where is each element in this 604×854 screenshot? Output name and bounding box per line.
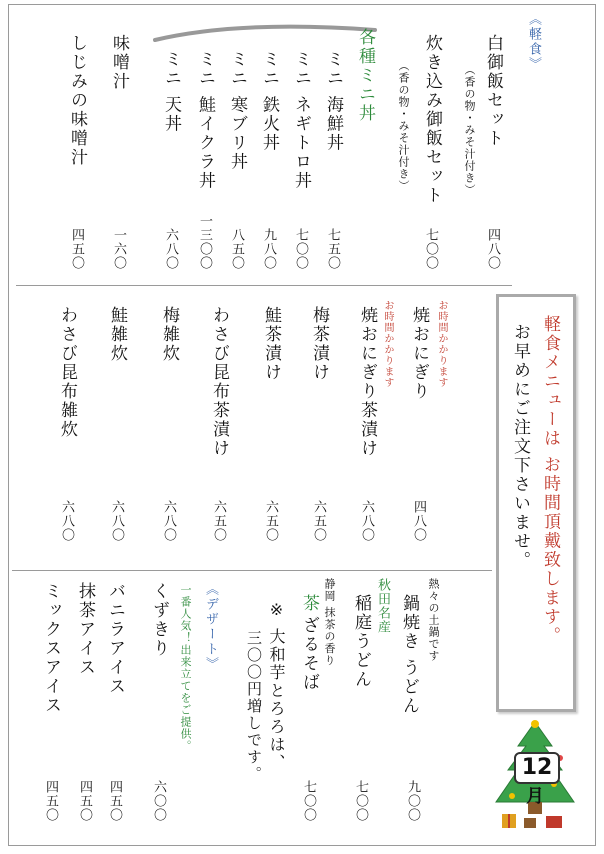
menu-item-price: 六八〇 xyxy=(163,228,178,270)
menu-item-name: 味噌汁 xyxy=(109,34,129,91)
notice-line-2: お早めにご注文下さいませ。 xyxy=(510,323,530,570)
month-number: 12 xyxy=(514,752,560,784)
menu-item-price: 四五〇 xyxy=(43,780,58,822)
menu-item-price: 六八〇 xyxy=(161,500,176,542)
menu-item-price: 六八〇 xyxy=(59,500,74,542)
menu-item-name: 焼おにぎり xyxy=(409,306,429,401)
menu-item-price: 四五〇 xyxy=(77,780,92,822)
light-meal-header: 《軽食》 xyxy=(526,12,541,72)
menu-item-name: ミニ 天丼 xyxy=(161,50,181,134)
nabe-sub: 熱々の土鍋です xyxy=(427,578,440,662)
menu-item-name: ミニ 鉄火丼 xyxy=(259,50,279,153)
menu-item-name: 焼おにぎり茶漬け xyxy=(357,306,377,458)
menu-item-name: バニラアイス xyxy=(105,582,125,696)
menu-item-name: 鮭茶漬け xyxy=(261,306,281,382)
menu-item-price: 七〇〇 xyxy=(301,780,316,822)
menu-item-name: くずきり xyxy=(149,582,169,658)
menu-item-price: 六五〇 xyxy=(263,500,278,542)
menu-item-name: 抹茶アイス xyxy=(75,582,95,677)
menu-item-name: わさび昆布茶漬け xyxy=(209,306,229,458)
menu-item-price: 七〇〇 xyxy=(423,228,438,270)
menu-item-name: ミニ 鮭イクラ丼 xyxy=(195,50,215,191)
menu-item-price: 一三〇〇 xyxy=(197,214,212,270)
menu-item-sub: （香の物・みそ汁付き） xyxy=(463,64,476,196)
menu-item-price: 九八〇 xyxy=(261,228,276,270)
menu-item-price: 四八〇 xyxy=(485,228,500,270)
menu-item-name: 鍋焼き うどん xyxy=(399,594,419,716)
menu-item-name: ミニ ネギトロ丼 xyxy=(291,50,311,191)
dessert-note: 一番人気！出来立てをご提供。 xyxy=(179,584,192,752)
month-label: 月 xyxy=(526,786,544,807)
menu-item-name: 鮭雑炊 xyxy=(107,306,127,363)
notice-box xyxy=(496,294,576,712)
menu-item-price: 四八〇 xyxy=(411,500,426,542)
menu-item-sub: （香の物・みそ汁付き） xyxy=(397,60,410,192)
menu-item-name: 白御飯セット xyxy=(483,34,503,148)
menu-item-name: しじみの味噌汁 xyxy=(67,34,87,167)
wait-note: お時間かかります xyxy=(382,300,393,388)
wait-note: お時間かかります xyxy=(436,300,447,388)
menu-item-name: 稲庭うどん xyxy=(351,594,371,689)
section-divider xyxy=(16,285,512,286)
menu-item-price: 七〇〇 xyxy=(293,228,308,270)
menu-item-name: ミックスアイス xyxy=(41,582,61,715)
section-divider xyxy=(12,570,492,571)
brush-stroke-decoration xyxy=(150,16,380,46)
menu-item-price: 九〇〇 xyxy=(405,780,420,822)
menu-item-name: ミニ 寒ブリ丼 xyxy=(227,50,247,172)
menu-item-name: ざるそば xyxy=(299,616,319,692)
menu-item-name: わさび昆布雑炊 xyxy=(57,306,77,439)
menu-item-price: 六八〇 xyxy=(359,500,374,542)
dessert-header: 《デザート》 xyxy=(203,582,218,672)
menu-item-price: 六八〇 xyxy=(109,500,124,542)
menu-item-price: 四五〇 xyxy=(69,228,84,270)
yam-note-line-1: ※ 大和芋とろろは、 xyxy=(267,600,286,773)
menu-item-price: 六〇〇 xyxy=(151,780,166,822)
menu-item-name: 炊き込み御飯セット xyxy=(422,34,442,205)
menu-item-name: 梅茶漬け xyxy=(309,306,329,382)
menu-item-price: 七〇〇 xyxy=(353,780,368,822)
notice-line-1: 軽食メニューは お時間頂戴致します。 xyxy=(540,315,560,646)
matcha-tag: 茶 xyxy=(299,594,319,613)
menu-item-name: 梅雑炊 xyxy=(159,306,179,363)
menu-item-name: ミニ 海鮮丼 xyxy=(323,50,343,153)
menu-item-price: 七五〇 xyxy=(325,228,340,270)
december-tree-badge xyxy=(490,718,580,838)
menu-item-price: 八五〇 xyxy=(229,228,244,270)
soba-sub: 静岡 抹茶の香り xyxy=(323,578,336,667)
menu-item-price: 六五〇 xyxy=(311,500,326,542)
menu-item-price: 一六〇 xyxy=(111,228,126,270)
yam-note-line-2: 三〇〇円増しです。 xyxy=(245,630,263,783)
akita-tag: 秋田名産 xyxy=(375,578,390,634)
mini-bowl-header: 各種ミニ丼 xyxy=(355,28,375,123)
menu-item-price: 六五〇 xyxy=(211,500,226,542)
menu-item-price: 四五〇 xyxy=(107,780,122,822)
